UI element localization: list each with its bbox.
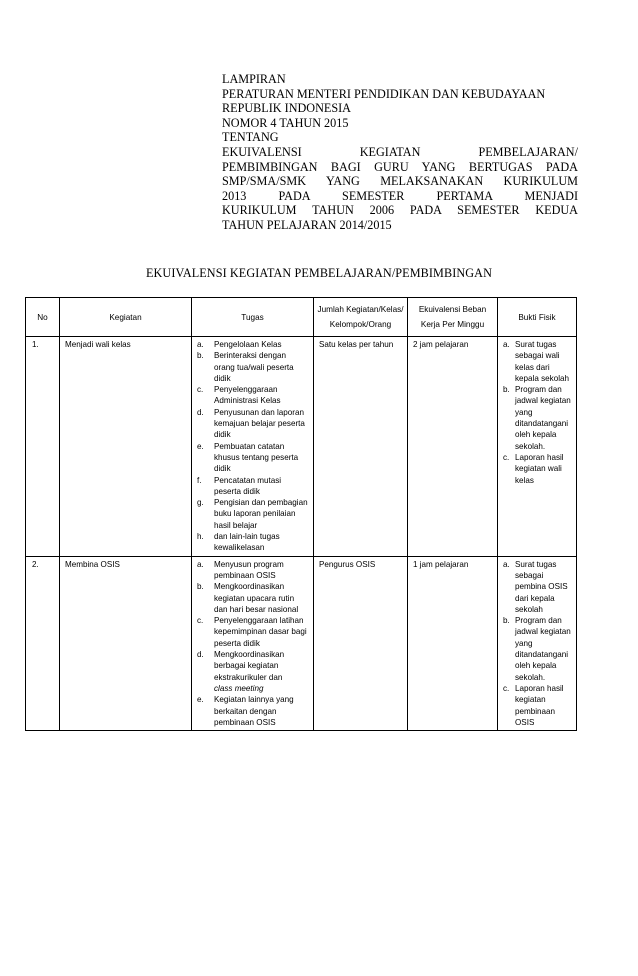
list-text bbox=[515, 452, 571, 486]
list-text bbox=[214, 475, 308, 498]
task-item bbox=[197, 475, 308, 498]
cell-tugas bbox=[192, 556, 314, 730]
list-text bbox=[214, 559, 308, 582]
list-text-italic: class meeting bbox=[214, 683, 264, 693]
list-marker: d. bbox=[197, 407, 204, 417]
cell-kegiatan: Menjadi wali kelas bbox=[60, 337, 192, 557]
header-line: REPUBLIK INDONESIA bbox=[222, 101, 351, 116]
header-line: KURIKULUM TAHUN 2006 PADA SEMESTER KEDUA bbox=[222, 203, 578, 218]
cell-jumlah: Pengurus OSIS bbox=[314, 556, 408, 730]
cell-no: 1. bbox=[26, 337, 60, 557]
document-title: EKUIVALENSI KEGIATAN PEMBELAJARAN/PEMBIMBINGAN bbox=[145, 266, 492, 280]
list-marker: b. bbox=[503, 385, 510, 395]
list-marker: b. bbox=[197, 582, 204, 592]
task-item bbox=[197, 531, 308, 554]
list-marker: a. bbox=[503, 559, 510, 569]
list-text bbox=[214, 694, 308, 728]
attachment-header bbox=[222, 72, 578, 233]
header-ekuivalensi: Ekuivalensi Beban Kerja Per Minggu bbox=[408, 298, 498, 337]
list-marker: c. bbox=[197, 616, 204, 626]
list-text-value: Laporan hasil kegiatan pembinaan OSIS bbox=[515, 683, 564, 727]
list-marker: c. bbox=[503, 452, 510, 462]
list-marker: c. bbox=[197, 385, 204, 395]
task-item bbox=[197, 441, 308, 475]
cell-ekuivalensi: 1 jam pelajaran bbox=[408, 556, 498, 730]
list-text bbox=[515, 384, 571, 452]
cell-bukti-fisik bbox=[498, 556, 577, 730]
task-item bbox=[197, 559, 308, 582]
cell-kegiatan: Membina OSIS bbox=[60, 556, 192, 730]
list-text-value: Penyelenggaraan Administrasi Kelas bbox=[214, 385, 281, 406]
list-marker: d. bbox=[197, 650, 204, 660]
header-bukti-fisik: Bukti Fisik bbox=[498, 298, 577, 337]
list-text-value: Pengisian dan pembagian buku laporan penilaian hasil belajar bbox=[214, 498, 308, 530]
list-text bbox=[214, 339, 308, 350]
list-text-value: Penyusunan dan laporan kemajuan belajar peserta didik bbox=[214, 407, 305, 440]
list-text-value: Kegiatan lainnya yang berkaitan dengan pembinaan OSIS bbox=[214, 695, 294, 727]
task-item bbox=[197, 384, 308, 407]
header-line: NOMOR 4 TAHUN 2015 bbox=[222, 115, 349, 130]
list-text-value: dan lain-lain tugas kewalikelasan bbox=[214, 532, 280, 553]
list-text bbox=[515, 339, 571, 384]
header-tugas: Tugas bbox=[192, 298, 314, 337]
list-text-value: Mengkoordinasikan kegiatan upacara rutin dan hari besar nasional bbox=[214, 582, 299, 614]
table-row bbox=[26, 337, 577, 557]
list-text bbox=[214, 441, 308, 475]
evidence-item-list bbox=[503, 339, 571, 486]
list-text bbox=[214, 581, 308, 615]
list-marker: e. bbox=[197, 695, 204, 705]
header-kegiatan: Kegiatan bbox=[60, 298, 192, 337]
evidence-item bbox=[503, 615, 571, 683]
list-marker: f. bbox=[197, 475, 202, 485]
task-item bbox=[197, 339, 308, 350]
evidence-item bbox=[503, 384, 571, 452]
task-item bbox=[197, 581, 308, 615]
list-marker: a. bbox=[197, 559, 204, 569]
task-item bbox=[197, 694, 308, 728]
list-text bbox=[515, 683, 571, 728]
list-text-value: Pengelolaan Kelas bbox=[214, 340, 282, 349]
cell-tugas bbox=[192, 337, 314, 557]
list-text bbox=[214, 531, 308, 554]
list-text bbox=[214, 615, 308, 649]
list-marker: a. bbox=[503, 340, 510, 349]
task-item bbox=[197, 407, 308, 441]
list-text-value: Penyelenggaraan latihan kepemimpinan dasar bagi peserta didik bbox=[214, 616, 307, 648]
list-text bbox=[214, 649, 308, 694]
task-item bbox=[197, 615, 308, 649]
equivalence-table bbox=[25, 297, 577, 731]
cell-no: 2. bbox=[26, 556, 60, 730]
list-text-value: Laporan hasil kegiatan wali kelas bbox=[515, 452, 564, 485]
list-text bbox=[214, 497, 308, 531]
list-text-value: Mengkoordinasikan berbagai kegiatan ekstrakurikuler dan bbox=[214, 650, 285, 682]
header-line: TENTANG bbox=[222, 130, 279, 145]
evidence-item-list bbox=[503, 559, 571, 728]
task-item bbox=[197, 497, 308, 531]
header-jumlah: Jumlah Kegiatan/Kelas/ Kelompok/Orang bbox=[314, 298, 408, 337]
list-marker: h. bbox=[197, 532, 204, 542]
table-row bbox=[26, 556, 577, 730]
evidence-item bbox=[503, 452, 571, 486]
cell-ekuivalensi: 2 jam pelajaran bbox=[408, 337, 498, 557]
list-marker: e. bbox=[197, 441, 204, 451]
list-text bbox=[515, 559, 571, 615]
cell-bukti-fisik bbox=[498, 337, 577, 557]
header-no: No bbox=[26, 298, 60, 337]
list-text bbox=[214, 407, 308, 441]
header-line: PEMBIMBINGAN BAGI GURU YANG BERTUGAS PADA bbox=[222, 159, 578, 174]
header-line: SMP/SMA/SMK YANG MELAKSANAKAN KURIKULUM bbox=[222, 174, 578, 189]
list-text bbox=[214, 350, 308, 384]
evidence-item bbox=[503, 339, 571, 384]
header-line: EKUIVALENSI KEGIATAN PEMBELAJARAN/ bbox=[222, 144, 578, 159]
header-line: PERATURAN MENTERI PENDIDIKAN DAN KEBUDAYAAN bbox=[222, 86, 546, 101]
list-marker: c. bbox=[503, 683, 510, 693]
list-marker: b. bbox=[197, 351, 204, 361]
task-item bbox=[197, 350, 308, 384]
evidence-item bbox=[503, 683, 571, 728]
list-marker: g. bbox=[197, 498, 204, 508]
list-text-value: Berinteraksi dengan orang tua/wali peserta didik bbox=[214, 351, 294, 383]
list-text-value: Program dan jadwal kegiatan yang ditandatangani oleh kepala sekolah. bbox=[515, 616, 571, 682]
evidence-item bbox=[503, 559, 571, 615]
list-text-value: Surat tugas sebagai wali kelas dari kepala sekolah bbox=[515, 340, 569, 383]
list-text-value: Pencatatan mutasi peserta didik bbox=[214, 475, 282, 496]
header-line: LAMPIRAN bbox=[222, 72, 286, 86]
list-text-value: Surat tugas sebagai pembina OSIS dari kepala sekolah bbox=[515, 559, 568, 614]
task-item-list bbox=[197, 339, 308, 554]
cell-jumlah: Satu kelas per tahun bbox=[314, 337, 408, 557]
list-text-value: Pembuatan catatan khusus tentang peserta didik bbox=[214, 441, 299, 474]
list-marker: a. bbox=[197, 340, 204, 349]
list-text-value: Program dan jadwal kegiatan yang ditandatangani oleh kepala sekolah. bbox=[515, 385, 571, 451]
list-text-value: Menyusun program pembinaan OSIS bbox=[214, 559, 284, 580]
header-line: 2013 PADA SEMESTER PERTAMA MENJADI bbox=[222, 188, 578, 203]
list-marker: b. bbox=[503, 616, 510, 626]
task-item bbox=[197, 649, 308, 694]
table-header-row bbox=[26, 298, 577, 337]
header-line: TAHUN PELAJARAN 2014/2015 bbox=[222, 217, 392, 232]
task-item-list bbox=[197, 559, 308, 728]
list-text bbox=[515, 615, 571, 683]
list-text bbox=[214, 384, 308, 407]
